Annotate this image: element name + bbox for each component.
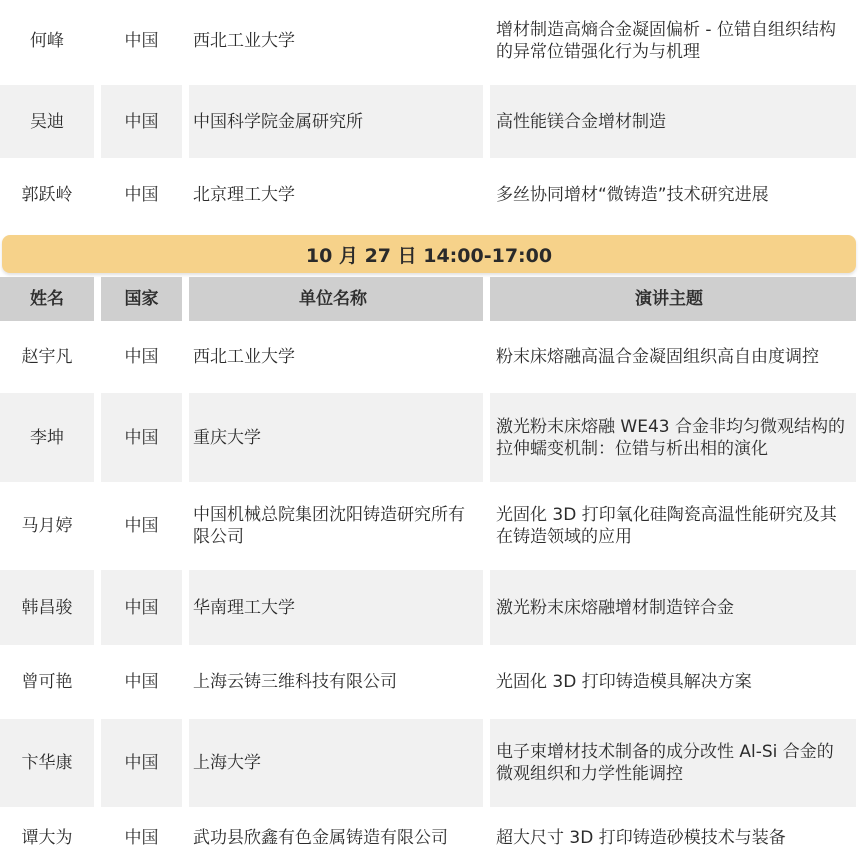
speech-topic: 高性能镁合金增材制造: [490, 85, 856, 158]
speaker-country: 中国: [101, 719, 182, 807]
speaker-name: 赵宇凡: [21, 347, 73, 367]
header-country: 国家: [101, 277, 182, 321]
speaker-name: 韩昌骏: [0, 570, 94, 645]
speaker-name: 郭跃岭: [21, 185, 73, 205]
header-topic: 演讲主题: [490, 277, 856, 321]
speaker-country: 中国: [124, 828, 159, 848]
speaker-unit: 武功县欣鑫有色金属铸造有限公司: [193, 828, 448, 848]
table-row: [0, 570, 860, 645]
speaker-country: 中国: [124, 30, 159, 51]
session-date-bar: 10 月 27 日 14:00-17:00: [2, 235, 856, 273]
speaker-unit: 中国科学院金属研究所: [189, 85, 483, 158]
speaker-unit: 上海大学: [189, 719, 483, 807]
speaker-unit: 北京理工大学: [193, 185, 295, 205]
speaker-name: 马月婷: [21, 516, 73, 536]
table-row: [0, 0, 860, 81]
speech-topic: 激光粉末床熔融 WE43 合金非均匀微观结构的拉伸蠕变机制：位错与析出相的演化: [490, 393, 856, 482]
speech-topic: 增材制造高熵合金凝固偏析 - 位错自组织结构的异常位错强化行为与机理: [496, 19, 836, 62]
speaker-country: 中国: [124, 672, 159, 692]
speaker-country: 中国: [101, 393, 182, 482]
speaker-unit: 华南理工大学: [189, 570, 483, 645]
speech-topic: 粉末床熔融高温合金凝固组织高自由度调控: [496, 347, 819, 367]
speech-topic: 光固化 3D 打印铸造模具解决方案: [496, 672, 752, 692]
speaker-country: 中国: [124, 516, 159, 536]
header-unit: 单位名称: [189, 277, 483, 321]
speaker-country: 中国: [101, 85, 182, 158]
speaker-unit: 中国机械总院集团沈阳铸造研究所有限公司: [193, 505, 465, 547]
speech-topic: 激光粉末床熔融增材制造锌合金: [490, 570, 856, 645]
table-row: [0, 162, 860, 228]
speaker-name: 吴迪: [0, 85, 94, 158]
speaker-name: 李坤: [0, 393, 94, 482]
speaker-country: 中国: [124, 185, 159, 205]
table-row: [0, 85, 860, 158]
speaker-unit: 西北工业大学: [193, 30, 295, 51]
speaker-country: 中国: [124, 347, 159, 367]
speaker-name: 何峰: [30, 30, 64, 51]
speaker-name: 曾可艳: [21, 672, 73, 692]
speech-topic: 多丝协同增材“微铸造”技术研究进展: [496, 185, 769, 205]
table-row: [0, 325, 860, 389]
header-name: 姓名: [0, 277, 94, 321]
table-row: [0, 393, 860, 482]
speech-topic: 超大尺寸 3D 打印铸造砂模技术与装备: [496, 828, 786, 848]
table-row: [0, 486, 860, 566]
table-row: [0, 649, 860, 715]
table-header: [0, 277, 860, 321]
table-row: [0, 719, 860, 807]
speaker-country: 中国: [101, 570, 182, 645]
speaker-unit: 上海云铸三维科技有限公司: [193, 672, 397, 692]
speaker-name: 卞华康: [0, 719, 94, 807]
speaker-unit: 重庆大学: [189, 393, 483, 482]
speaker-unit: 西北工业大学: [193, 347, 295, 367]
speech-topic: 电子束增材技术制备的成分改性 Al-Si 合金的微观组织和力学性能调控: [490, 719, 856, 807]
speaker-name: 谭大为: [21, 828, 73, 848]
speech-topic: 光固化 3D 打印氧化硅陶瓷高温性能研究及其在铸造领域的应用: [496, 505, 837, 547]
table-row: [0, 811, 860, 865]
